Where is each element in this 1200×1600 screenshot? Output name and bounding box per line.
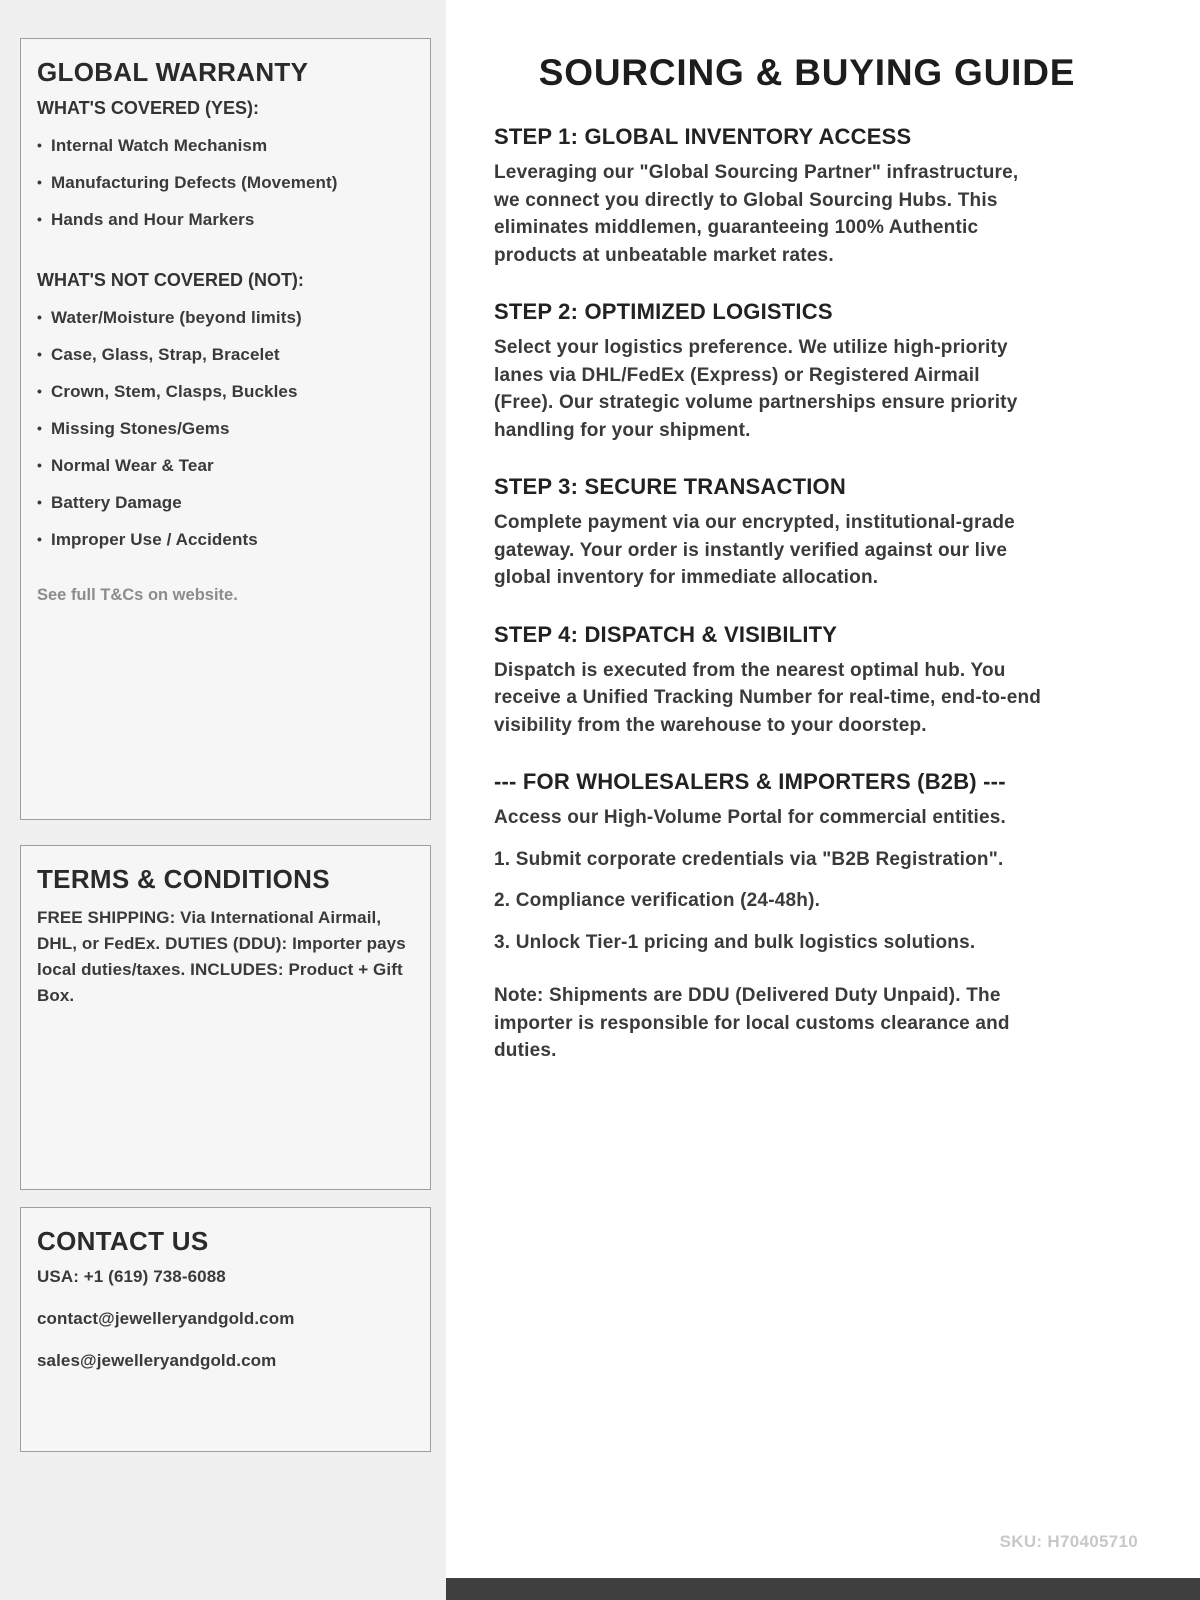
footer-bar bbox=[446, 1578, 1200, 1600]
terms-panel bbox=[20, 845, 431, 1190]
b2b-intro: Access our High-Volume Portal for commercial entities. bbox=[494, 807, 1006, 828]
contact-email-primary: contact@jewelleryandgold.com bbox=[37, 1309, 295, 1328]
list-item: • Normal Wear & Tear bbox=[37, 456, 414, 476]
b2b-heading: --- FOR WHOLESALERS & IMPORTERS (B2B) --- bbox=[494, 769, 1006, 794]
step-2-heading: STEP 2: OPTIMIZED LOGISTICS bbox=[494, 299, 833, 324]
list-item: • Battery Damage bbox=[37, 493, 414, 513]
list-item: • Hands and Hour Markers bbox=[37, 210, 414, 230]
page-title: SOURCING & BUYING GUIDE bbox=[538, 52, 1076, 93]
b2b-step-3: 3. Unlock Tier-1 pricing and bulk logistics solutions. bbox=[494, 931, 976, 953]
list-item: • Water/Moisture (beyond limits) bbox=[37, 308, 414, 328]
step-1-body: Leveraging our "Global Sourcing Partner" infrastructure, we connect you directly to Global Sourcing Hubs. This eliminates middlemen, guaranteeing 100% Authentic products at unbeatable market rates. bbox=[494, 162, 1019, 266]
warranty-panel bbox=[20, 38, 431, 820]
b2b-step-2: 2. Compliance verification (24-48h). bbox=[494, 890, 821, 911]
contact-email-sales: sales@jewelleryandgold.com bbox=[37, 1351, 277, 1370]
list-item: • Manufacturing Defects (Movement) bbox=[37, 173, 414, 193]
sku-label: SKU: H70405710 bbox=[999, 1532, 1138, 1551]
list-item: • Missing Stones/Gems bbox=[37, 419, 414, 439]
b2b-note: Note: Shipments are DDU (Delivered Duty Unpaid). The importer is responsible for local customs clearance and duties. bbox=[494, 985, 1010, 1061]
contact-panel bbox=[20, 1207, 431, 1452]
step-4-section bbox=[494, 622, 1120, 740]
step-4-heading: STEP 4: DISPATCH & VISIBILITY bbox=[494, 621, 838, 647]
contact-title: CONTACT US bbox=[37, 1226, 209, 1256]
list-item: • Internal Watch Mechanism bbox=[37, 136, 414, 156]
step-3-heading: STEP 3: SECURE TRANSACTION bbox=[494, 474, 846, 499]
main-content bbox=[446, 0, 1200, 1600]
b2b-section bbox=[494, 769, 1120, 1065]
terms-title: TERMS & CONDITIONS bbox=[37, 864, 330, 894]
step-3-section bbox=[494, 474, 1120, 592]
list-item: • Crown, Stem, Clasps, Buckles bbox=[37, 382, 414, 402]
step-4-body: Dispatch is executed from the nearest optimal hub. You receive a Unified Tracking Number for real-time, end-to-end visibility from the warehouse to your doorstep. bbox=[494, 659, 1042, 736]
step-2-section bbox=[494, 299, 1120, 444]
warranty-not-covered-heading: WHAT'S NOT COVERED (NOT): bbox=[37, 270, 304, 290]
warranty-covered-list bbox=[37, 136, 414, 230]
list-item: • Case, Glass, Strap, Bracelet bbox=[37, 345, 414, 365]
step-2-body: Select your logistics preference. We utilize high-priority lanes via DHL/FedEx (Express) or Registered Airmail (Free). Our strategic volume partnerships ensure priority handling for your shipment. bbox=[494, 337, 1018, 441]
warranty-title: GLOBAL WARRANTY bbox=[37, 57, 309, 87]
warranty-not-covered-list bbox=[37, 308, 414, 550]
warranty-covered-heading: WHAT'S COVERED (YES): bbox=[37, 98, 259, 118]
b2b-step-1: 1. Submit corporate credentials via "B2B Registration". bbox=[494, 848, 1004, 870]
warranty-footnote: See full T&Cs on website. bbox=[37, 586, 238, 604]
list-item: • Improper Use / Accidents bbox=[37, 530, 414, 550]
step-1-heading: STEP 1: GLOBAL INVENTORY ACCESS bbox=[494, 124, 912, 149]
left-sidebar bbox=[0, 0, 446, 1600]
step-3-body: Complete payment via our encrypted, institutional-grade gateway. Your order is instantly verified against our live global inventory for immediate allocation. bbox=[494, 512, 1015, 588]
step-1-section bbox=[494, 124, 1120, 269]
terms-body: FREE SHIPPING: Via International Airmail, DHL, or FedEx. DUTIES (DDU): Importer pays local duties/taxes. INCLUDES: Product + Gift Box. bbox=[37, 908, 406, 1005]
contact-phone: USA: +1 (619) 738-6088 bbox=[37, 1267, 226, 1286]
